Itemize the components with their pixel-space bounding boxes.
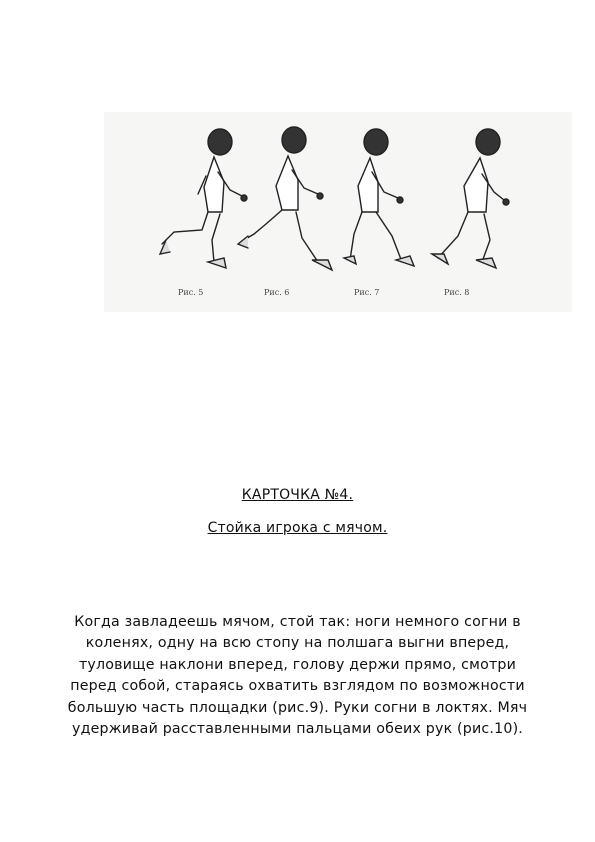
illustration-figure bbox=[104, 112, 572, 312]
caption-fig6: Рис. 6 bbox=[264, 288, 290, 297]
card-subtitle: Стойка игрока с мячом. bbox=[207, 520, 388, 536]
player-drawing-8 bbox=[432, 129, 509, 268]
player-drawing-7 bbox=[344, 129, 414, 266]
caption-fig8: Рис. 8 bbox=[444, 288, 470, 297]
card-body-text: Когда завладеешь мячом, стой так: ноги немного согни в коленях, одну на всю стопу на полшага выгни вперед, туловище наклони вперед, голову держи прямо, смотри перед собой, стараясь охватить взглядом по возможности большую часть площадки (рис.9). Руки согни в локтях. Мяч удерживай расставленными пальцами обеих рук (рис.10). bbox=[67, 614, 528, 738]
player-drawing-6 bbox=[238, 127, 332, 270]
caption-fig5: Рис. 5 bbox=[178, 288, 204, 297]
card-title: КАРТОЧКА №4. bbox=[241, 487, 354, 503]
player-drawing-5 bbox=[160, 129, 247, 268]
caption-fig7: Рис. 7 bbox=[354, 288, 380, 297]
player-stance-drawings bbox=[104, 112, 572, 312]
